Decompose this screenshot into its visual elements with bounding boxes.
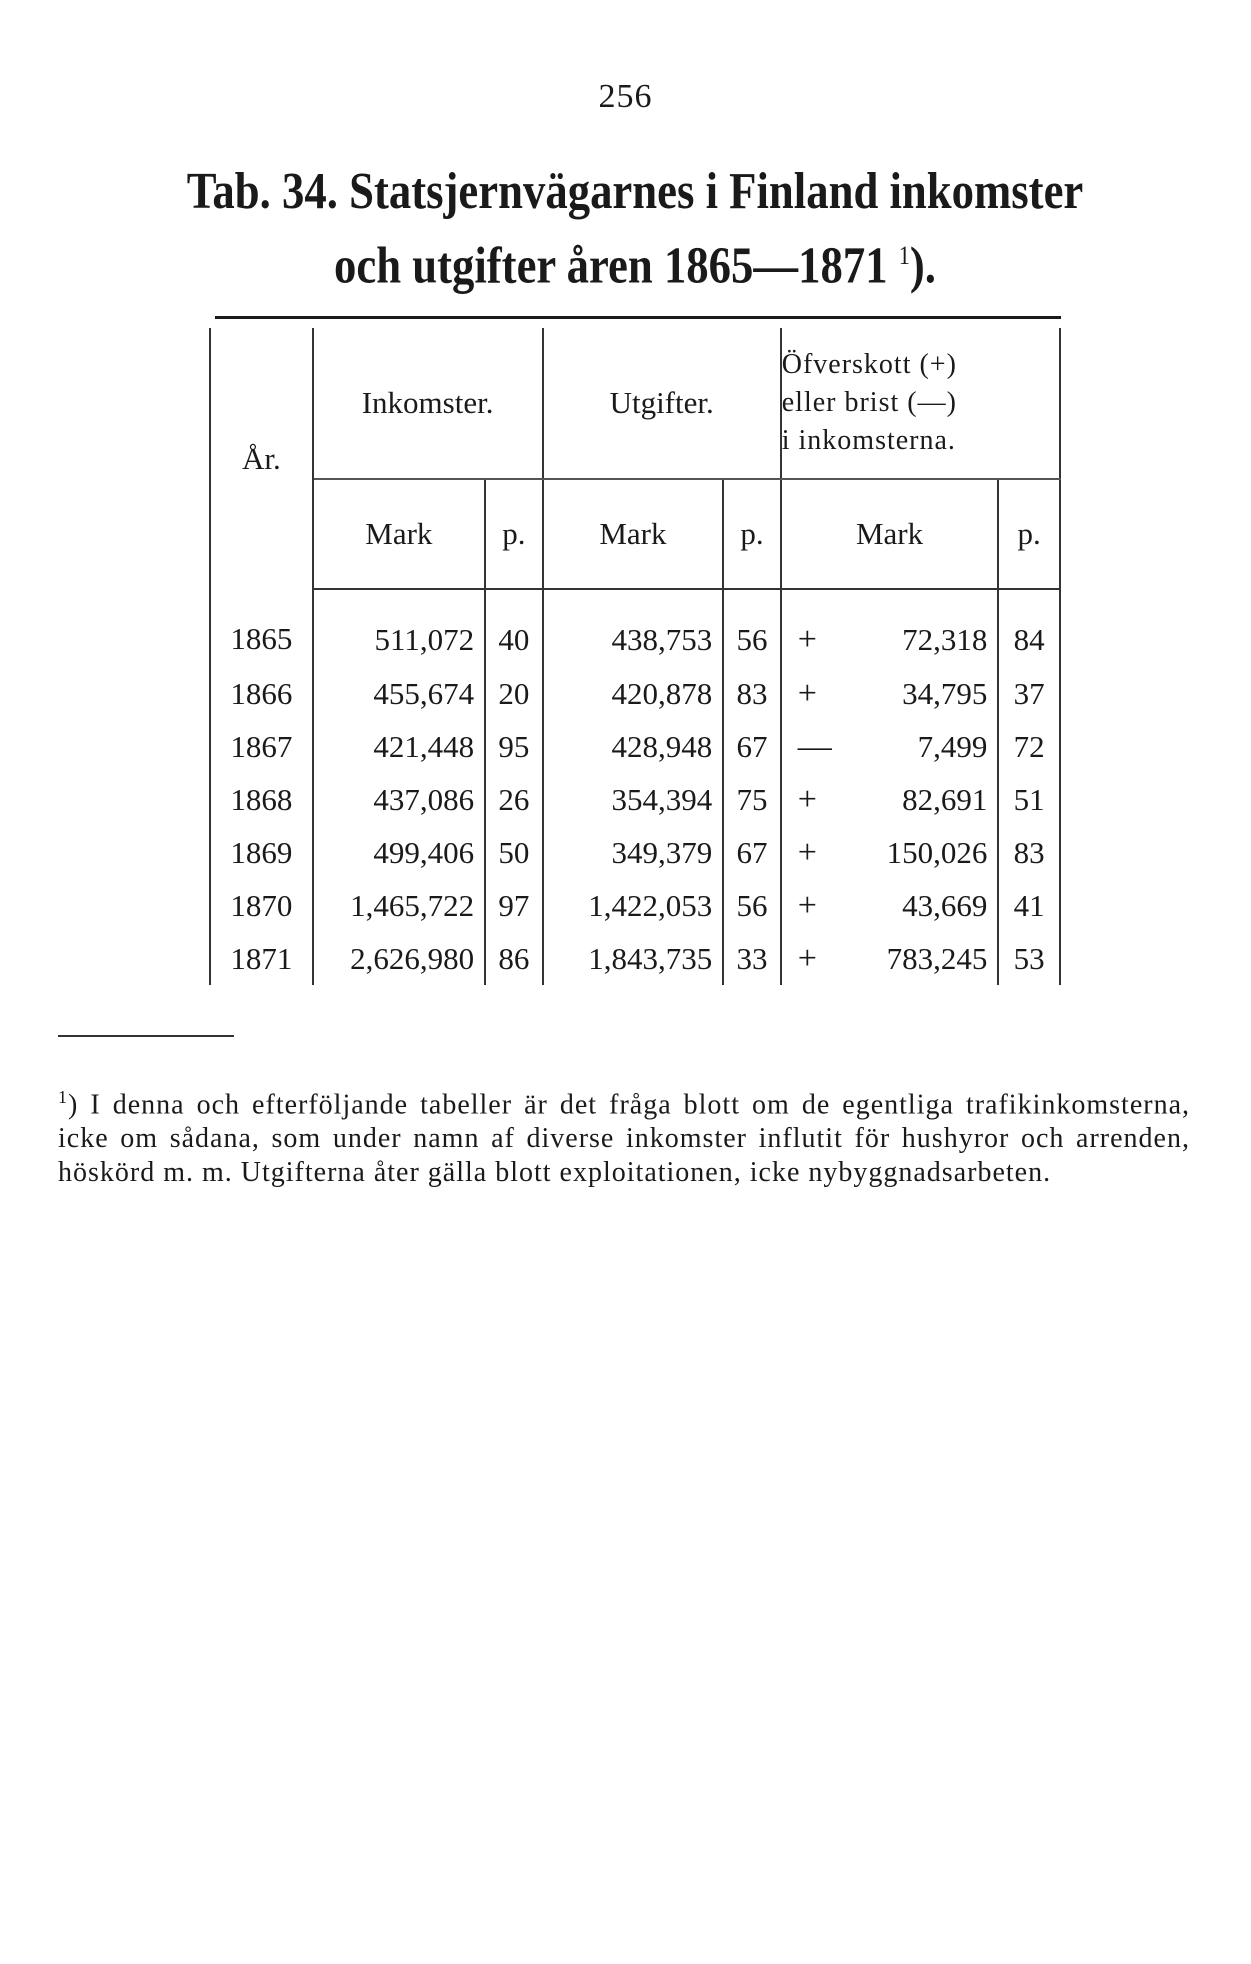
title-footnote-mark: 1 bbox=[898, 241, 910, 270]
expense-p-cell: 33 bbox=[723, 932, 781, 985]
balance-sign: — bbox=[797, 727, 832, 765]
table-top-rule bbox=[215, 316, 1061, 319]
expense-header: Utgifter. bbox=[543, 328, 781, 479]
balance-header-line-2: eller brist (—) bbox=[781, 387, 957, 418]
expense-mark-cell: 420,878 bbox=[543, 667, 724, 720]
balance-value: 82,691 bbox=[902, 781, 988, 817]
expense-p-cell: 75 bbox=[723, 773, 781, 826]
title-line-2 bbox=[166, 224, 1103, 298]
table-row bbox=[210, 773, 1060, 826]
income-mark-cell: 499,406 bbox=[313, 826, 485, 879]
balance-header-line-3: i inkomsterna. bbox=[781, 425, 956, 456]
income-p-cell: 26 bbox=[485, 773, 542, 826]
income-p-cell: 95 bbox=[485, 720, 542, 773]
expense-mark-cell: 1,843,735 bbox=[543, 932, 724, 985]
balance-value: 7,499 bbox=[917, 728, 988, 764]
table-row bbox=[210, 589, 1060, 667]
footnote-text: ) I denna och efterföljande tabeller är det fråga blott om de egentliga trafikinkomsterna, icke om sådana, som under namn af diverse inkomster influtit för hushyror och arrenden, höskörd m. m. Utgifterna åter gälla blott exploitationen, icke nybyggnadsarbeten. bbox=[58, 1089, 1190, 1189]
year-cell: 1870 bbox=[210, 879, 313, 932]
expense-p-cell: 56 bbox=[723, 589, 781, 667]
year-cell: 1865 bbox=[210, 589, 313, 667]
balance-p-header: p. bbox=[998, 479, 1060, 589]
table-row bbox=[210, 720, 1060, 773]
balance-sign: + bbox=[797, 833, 817, 871]
page-number: 256 bbox=[598, 78, 653, 115]
balance-mark-cell bbox=[781, 879, 999, 932]
income-p-header: p. bbox=[485, 479, 542, 589]
balance-p-cell: 83 bbox=[998, 826, 1060, 879]
table-row bbox=[210, 826, 1060, 879]
table-row bbox=[210, 879, 1060, 932]
balance-mark-cell bbox=[781, 826, 999, 879]
income-mark-cell: 437,086 bbox=[313, 773, 485, 826]
balance-sign: + bbox=[797, 886, 817, 924]
balance-p-cell: 37 bbox=[998, 667, 1060, 720]
balance-mark-cell bbox=[781, 932, 999, 985]
balance-sign: + bbox=[797, 620, 817, 658]
table-row bbox=[210, 932, 1060, 985]
balance-p-cell: 84 bbox=[998, 589, 1060, 667]
year-cell: 1869 bbox=[210, 826, 313, 879]
expense-p-cell: 67 bbox=[723, 720, 781, 773]
income-p-cell: 40 bbox=[485, 589, 542, 667]
year-cell: 1868 bbox=[210, 773, 313, 826]
balance-mark-cell bbox=[781, 720, 999, 773]
balance-value: 783,245 bbox=[886, 940, 988, 976]
table-title bbox=[166, 160, 1103, 298]
balance-value: 72,318 bbox=[902, 621, 988, 657]
expense-mark-header: Mark bbox=[543, 479, 724, 589]
income-p-cell: 50 bbox=[485, 826, 542, 879]
income-header: Inkomster. bbox=[313, 328, 543, 479]
income-p-cell: 20 bbox=[485, 667, 542, 720]
expense-mark-cell: 1,422,053 bbox=[543, 879, 724, 932]
balance-p-cell: 51 bbox=[998, 773, 1060, 826]
balance-sign: + bbox=[797, 939, 817, 977]
title-line-2-text: och utgifter åren 1865—1871 bbox=[333, 237, 888, 295]
expense-p-header: p. bbox=[723, 479, 781, 589]
title-close-paren: ). bbox=[909, 237, 936, 295]
balance-p-cell: 53 bbox=[998, 932, 1060, 985]
data-table bbox=[209, 328, 1061, 985]
income-p-cell: 86 bbox=[485, 932, 542, 985]
income-p-cell: 97 bbox=[485, 879, 542, 932]
expense-mark-cell: 349,379 bbox=[543, 826, 724, 879]
balance-mark-header: Mark bbox=[781, 479, 999, 589]
year-cell: 1867 bbox=[210, 720, 313, 773]
balance-sign: + bbox=[797, 674, 817, 712]
balance-mark-cell bbox=[781, 773, 999, 826]
balance-mark-cell bbox=[781, 589, 999, 667]
income-mark-cell: 455,674 bbox=[313, 667, 485, 720]
balance-header-line-1: Öfverskott (+) bbox=[781, 349, 957, 380]
expense-p-cell: 67 bbox=[723, 826, 781, 879]
expense-p-cell: 83 bbox=[723, 667, 781, 720]
year-cell: 1871 bbox=[210, 932, 313, 985]
income-mark-header: Mark bbox=[313, 479, 485, 589]
balance-sign: + bbox=[797, 780, 817, 818]
balance-value: 34,795 bbox=[902, 675, 988, 711]
year-header: År. bbox=[210, 328, 313, 589]
balance-p-cell: 72 bbox=[998, 720, 1060, 773]
title-line-1: Tab. 34. Statsjernvägarnes i Finland inkomster bbox=[186, 163, 1084, 220]
income-mark-cell: 1,465,722 bbox=[313, 879, 485, 932]
balance-header bbox=[781, 328, 1060, 479]
income-mark-cell: 511,072 bbox=[313, 589, 485, 667]
expense-p-cell: 56 bbox=[723, 879, 781, 932]
balance-p-cell: 41 bbox=[998, 879, 1060, 932]
income-mark-cell: 421,448 bbox=[313, 720, 485, 773]
footnote-rule bbox=[58, 1035, 234, 1037]
balance-mark-cell bbox=[781, 667, 999, 720]
expense-mark-cell: 354,394 bbox=[543, 773, 724, 826]
balance-value: 150,026 bbox=[886, 834, 988, 870]
footnote bbox=[58, 1080, 1190, 1190]
table-row bbox=[210, 667, 1060, 720]
income-mark-cell: 2,626,980 bbox=[313, 932, 485, 985]
year-cell: 1866 bbox=[210, 667, 313, 720]
footnote-mark: 1 bbox=[58, 1087, 68, 1107]
expense-mark-cell: 428,948 bbox=[543, 720, 724, 773]
balance-value: 43,669 bbox=[902, 887, 988, 923]
expense-mark-cell: 438,753 bbox=[543, 589, 724, 667]
